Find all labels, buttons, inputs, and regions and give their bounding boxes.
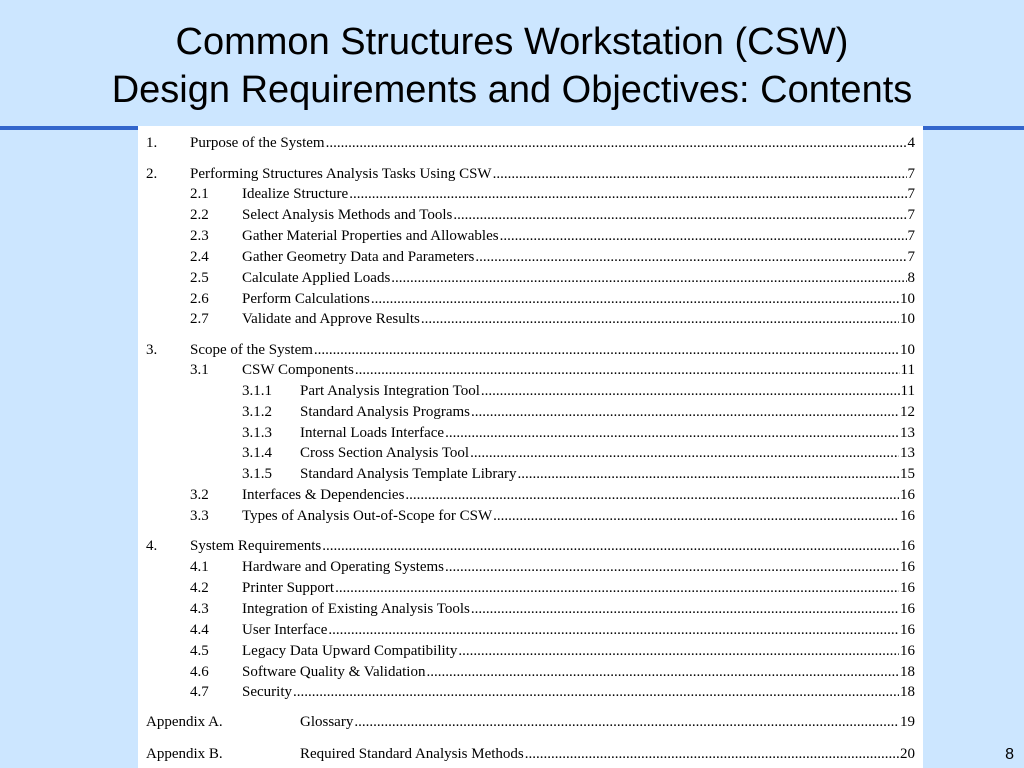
toc-entry-number: 2.3: [190, 228, 209, 244]
toc-entry-number: 3.1.1: [242, 383, 272, 399]
toc-entry[interactable]: [138, 535, 923, 555]
toc-entry-label: Part Analysis Integration Tool: [300, 383, 480, 399]
toc-entry-number: Appendix B.: [146, 746, 223, 762]
toc-entry-number: 2.6: [190, 291, 209, 307]
toc-entry-page: 16: [900, 643, 915, 659]
toc-entry-page: 16: [900, 487, 915, 503]
toc-entry[interactable]: [138, 267, 923, 287]
toc-entry-page: 16: [900, 580, 915, 596]
toc-entry-label: Security: [242, 684, 292, 700]
toc-entry[interactable]: [138, 442, 923, 462]
toc-entry-label: CSW Components: [242, 362, 354, 378]
table-of-contents: [138, 126, 923, 768]
toc-entry[interactable]: [138, 339, 923, 359]
toc-entry[interactable]: [138, 619, 923, 639]
toc-leader: [349, 185, 906, 203]
toc-leader: [471, 403, 899, 421]
toc-entry-page: 16: [900, 508, 915, 524]
toc-entry-label: Select Analysis Methods and Tools: [242, 207, 453, 223]
toc-entry-number: 3.: [146, 342, 158, 358]
toc-entry-label: Printer Support: [242, 580, 335, 596]
toc-leader: [470, 444, 899, 462]
toc-entry-page: 7: [907, 228, 915, 244]
toc-entry-label: Gather Material Properties and Allowables: [242, 228, 499, 244]
toc-entry-label: Internal Loads Interface: [300, 425, 445, 441]
toc-entry-number: 3.1.2: [242, 404, 272, 420]
toc-entry-label: Idealize Structure: [242, 186, 349, 202]
toc-entry-label: Calculate Applied Loads: [242, 270, 391, 286]
toc-entry[interactable]: [138, 380, 923, 400]
toc-leader: [391, 269, 906, 287]
toc-entry-number: 4.1: [190, 559, 209, 575]
toc-entry[interactable]: [138, 204, 923, 224]
toc-entry-number: 4.5: [190, 643, 209, 659]
toc-entry[interactable]: [138, 743, 923, 763]
toc-entry-label: Interfaces & Dependencies: [242, 487, 405, 503]
toc-entry-page: 10: [900, 291, 915, 307]
toc-leader: [355, 361, 900, 379]
toc-entry[interactable]: [138, 401, 923, 421]
toc-leader: [314, 341, 899, 359]
toc-entry-label: Glossary: [300, 714, 354, 730]
toc-leader: [371, 290, 899, 308]
toc-entry-page: 16: [900, 559, 915, 575]
toc-entry-number: 2.4: [190, 249, 209, 265]
toc-entry[interactable]: [138, 183, 923, 203]
toc-entry[interactable]: [138, 711, 923, 731]
toc-entry-page: 18: [900, 664, 915, 680]
toc-entry-page: 8: [907, 270, 915, 286]
toc-entry[interactable]: [138, 132, 923, 152]
toc-entry-label: Perform Calculations: [242, 291, 370, 307]
toc-entry-page: 10: [900, 311, 915, 327]
toc-entry[interactable]: [138, 640, 923, 660]
toc-entry-number: 3.1.3: [242, 425, 272, 441]
toc-leader: [335, 579, 899, 597]
toc-entry-page: 16: [900, 601, 915, 617]
toc-entry-label: Software Quality & Validation: [242, 664, 426, 680]
toc-entry-number: Appendix A.: [146, 714, 223, 730]
toc-entry-number: 3.1.5: [242, 466, 272, 482]
toc-entry-label: Performing Structures Analysis Tasks Using CSW: [190, 166, 492, 182]
toc-leader: [328, 621, 899, 639]
toc-leader: [525, 745, 899, 763]
toc-entry-page: 7: [907, 186, 915, 202]
toc-entry[interactable]: [138, 463, 923, 483]
toc-entry-label: Cross Section Analysis Tool: [300, 445, 470, 461]
toc-entry-page: 16: [900, 538, 915, 554]
toc-entry-page: 20: [900, 746, 915, 762]
toc-entry-page: 13: [900, 445, 915, 461]
toc-leader: [453, 206, 906, 224]
toc-entry[interactable]: [138, 661, 923, 681]
toc-leader: [458, 642, 899, 660]
toc-entry-page: 11: [900, 383, 915, 399]
toc-entry[interactable]: [138, 577, 923, 597]
toc-leader: [426, 663, 899, 681]
toc-entry-page: 15: [900, 466, 915, 482]
slide-title: [0, 18, 1024, 114]
toc-entry-label: System Requirements: [190, 538, 322, 554]
toc-leader: [518, 465, 899, 483]
toc-leader: [481, 382, 900, 400]
toc-entry-page: 12: [900, 404, 915, 420]
toc-entry[interactable]: [138, 246, 923, 266]
toc-leader: [421, 310, 899, 328]
toc-entry-page: 11: [900, 362, 915, 378]
toc-entry-number: 2.: [146, 166, 158, 182]
toc-entry-label: Scope of the System: [190, 342, 313, 358]
toc-entry[interactable]: [138, 225, 923, 245]
toc-entry-number: 3.1: [190, 362, 209, 378]
toc-leader: [493, 165, 907, 183]
toc-entry-number: 3.1.4: [242, 445, 272, 461]
toc-entry-page: 19: [900, 714, 915, 730]
toc-entry-page: 16: [900, 622, 915, 638]
toc-entry-number: 4.6: [190, 664, 209, 680]
toc-entry[interactable]: [138, 598, 923, 618]
toc-entry-number: 3.3: [190, 508, 209, 524]
toc-entry[interactable]: [138, 308, 923, 328]
toc-entry-page: 4: [907, 135, 915, 151]
toc-leader: [405, 486, 899, 504]
toc-entry-label: Types of Analysis Out-of-Scope for CSW: [242, 508, 493, 524]
toc-leader: [500, 227, 907, 245]
toc-leader: [322, 537, 899, 555]
toc-entry[interactable]: [138, 484, 923, 504]
title-line-2: Design Requirements and Objectives: Contents: [111, 69, 913, 111]
toc-entry[interactable]: [138, 163, 923, 183]
toc-entry-page: 10: [900, 342, 915, 358]
toc-entry-page: 7: [907, 249, 915, 265]
slide-number: 8: [1005, 746, 1014, 763]
toc-entry-number: 3.2: [190, 487, 209, 503]
toc-entry-page: 18: [900, 684, 915, 700]
toc-leader: [445, 558, 899, 576]
toc-entry-number: 2.5: [190, 270, 209, 286]
toc-entry-page: 7: [907, 166, 915, 182]
toc-leader: [445, 424, 899, 442]
toc-leader: [354, 713, 899, 731]
toc-entry-number: 4.2: [190, 580, 209, 596]
toc-entry-label: Gather Geometry Data and Parameters: [242, 249, 475, 265]
toc-entry[interactable]: [138, 505, 923, 525]
toc-leader: [293, 683, 899, 701]
toc-entry-label: User Interface: [242, 622, 328, 638]
toc-entry-label: Required Standard Analysis Methods: [300, 746, 524, 762]
toc-entry-number: 4.: [146, 538, 158, 554]
toc-entry[interactable]: [138, 359, 923, 379]
toc-entry-number: 1.: [146, 135, 158, 151]
toc-leader: [493, 507, 899, 525]
toc-entry-number: 4.3: [190, 601, 209, 617]
toc-entry-label: Standard Analysis Programs: [300, 404, 470, 420]
toc-entry-label: Validate and Approve Results: [242, 311, 420, 327]
toc-entry-label: Integration of Existing Analysis Tools: [242, 601, 470, 617]
toc-entry-label: Legacy Data Upward Compatibility: [242, 643, 458, 659]
toc-entry-number: 2.1: [190, 186, 209, 202]
toc-entry-page: 7: [907, 207, 915, 223]
toc-entry-number: 4.7: [190, 684, 209, 700]
toc-leader: [475, 248, 906, 266]
toc-entry-label: Purpose of the System: [190, 135, 325, 151]
toc-entry[interactable]: [138, 422, 923, 442]
toc-entry-label: Hardware and Operating Systems: [242, 559, 445, 575]
toc-leader: [326, 134, 907, 152]
title-line-1: Common Structures Workstation (CSW): [175, 21, 849, 63]
toc-entry-number: 2.7: [190, 311, 209, 327]
toc-entry[interactable]: [138, 556, 923, 576]
toc-entry-number: 4.4: [190, 622, 209, 638]
toc-entry-page: 13: [900, 425, 915, 441]
toc-leader: [471, 600, 899, 618]
toc-entry[interactable]: [138, 681, 923, 701]
toc-entry-label: Standard Analysis Template Library: [300, 466, 517, 482]
toc-entry[interactable]: [138, 288, 923, 308]
toc-entry-number: 2.2: [190, 207, 209, 223]
